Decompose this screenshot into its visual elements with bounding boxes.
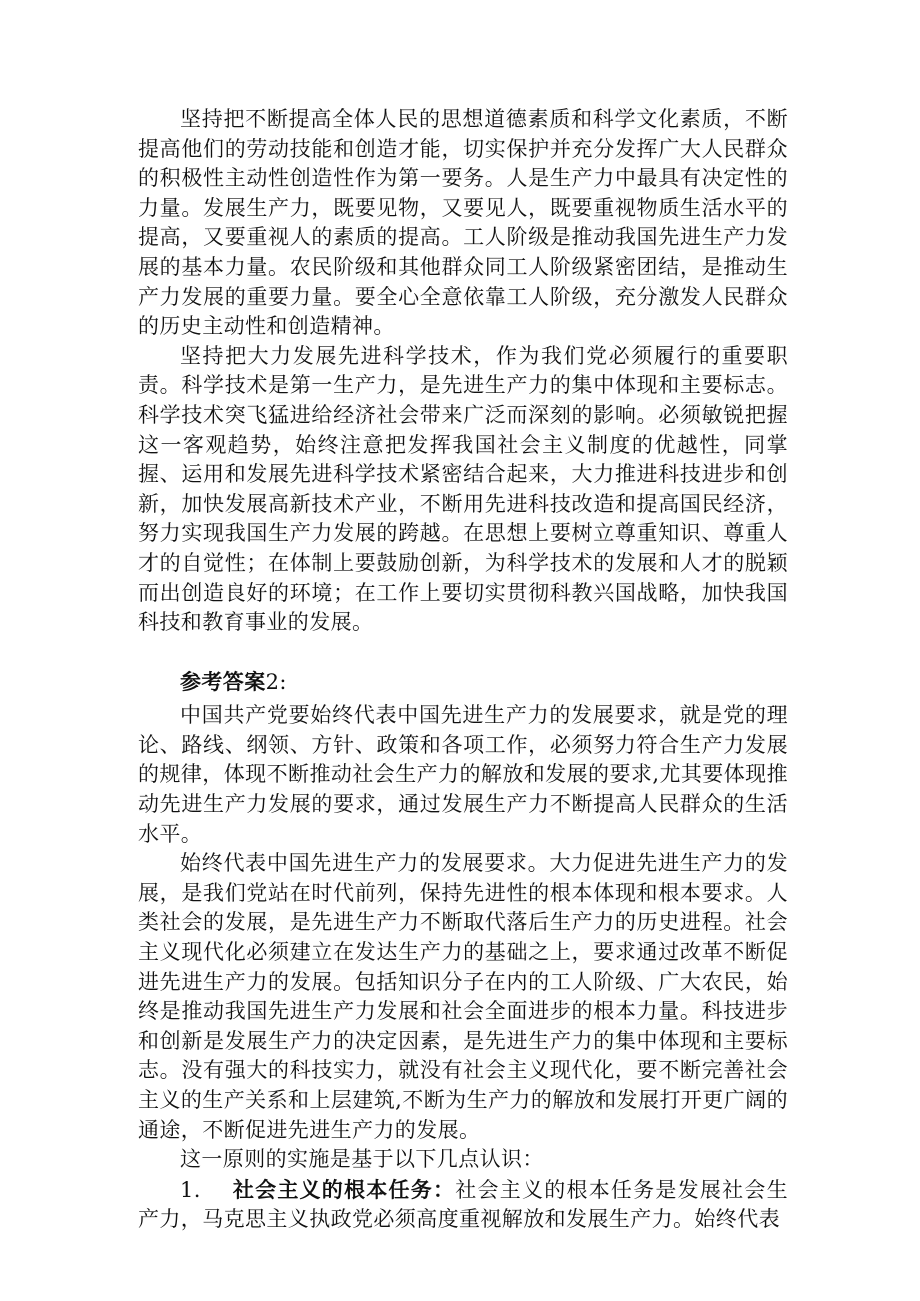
paragraph-3: 中国共产党要始终代表中国先进生产力的发展要求，就是党的理论、路线、纲领、方针、政策和各项工作，必须努力符合生产力发展的规律，体现不断推动社会生产力的解放和发展的要求,尤其要体现推动先进生产力发展的要求，通过发展生产力不断提高人民群众的生活水平。 (138, 703, 788, 846)
list-item-text: 社会主义的根本任务是发展社会生产力，马克思主义执政党必须高度重视解放和发展生产力。始终代表 (138, 1177, 789, 1232)
paragraph-2: 坚持把大力发展先进科学技术，作为我们党必须履行的重要职责。科学技术是第一生产力，是先进生产力的集中体现和主要标志。科学技术突飞猛进给经济社会带来广泛而深刻的影响。必须敏锐把握这一客观趋势，始终注意把发挥我国社会主义制度的优越性，同掌握、运用和发展先进科学技术紧密结合起来，大力推进科技进步和创新，加快发展高新技术产业，不断用先进科技改造和提高国民经济，努力实现我国生产力发展的跨越。在思想上要树立尊重知识、尊重人才的自觉性；在体制上要鼓励创新，为科学技术的发展和人才的脱颖而出创造良好的环境；在工作上要切实贯彻科教兴国战略，加快我国科技和教育事业的发展。 (138, 343, 788, 635)
answer-heading (138, 667, 788, 698)
paragraph-5: 这一原则的实施是基于以下几点认识： (180, 1147, 544, 1172)
paragraph-1: 坚持把不断提高全体人民的思想道德素质和科学文化素质，不断提高他们的劳动技能和创造才能，切实保护并充分发挥广大人民群众的积极性主动性创造性作为第一要务。人是生产力中最具有决定性的力量。发展生产力，既要见物，又要见人，既要重视物质生活水平的提高，又要重视人的素质的提高。工人阶级是推动我国先进生产力发展的基本力量。农民阶级和其他群众同工人阶级紧密团结，是推动生产力发展的重要力量。要全心全意依靠工人阶级，充分激发人民群众的历史主动性和创造精神。 (138, 107, 788, 339)
list-item-title: 社会主义的根本任务： (232, 1176, 456, 1202)
answer-heading-number: 2: (265, 669, 287, 694)
paragraph-4: 始终代表中国先进生产力的发展要求。大力促进先进生产力的发展，是我们党站在时代前列，保持先进性的根本体现和根本要求。人类社会的发展，是先进生产力不断取代落后生产力的历史进程。社会主义现代化必须建立在发达生产力的基础之上，要求通过改革不断促进先进生产力的发展。包括知识分子在内的工人阶级、广大农民，始终是推动我国先进生产力发展和社会全面进步的根本力量。科技进步和创新是发展生产力的决定因素，是先进生产力的集中体现和主要标志。没有强大的科技实力，就没有社会主义现代化，要不断完善社会主义的生产关系和上层建筑,不断为生产力的解放和发展打开更广阔的通途，不断促进先进生产力的发展。 (138, 851, 788, 1142)
paragraph-gap (138, 638, 788, 667)
list-item-number: 1. (180, 1177, 201, 1202)
list-item (138, 1175, 788, 1235)
answer-heading-label: 参考答案 (180, 668, 266, 694)
document-body (138, 105, 788, 1235)
